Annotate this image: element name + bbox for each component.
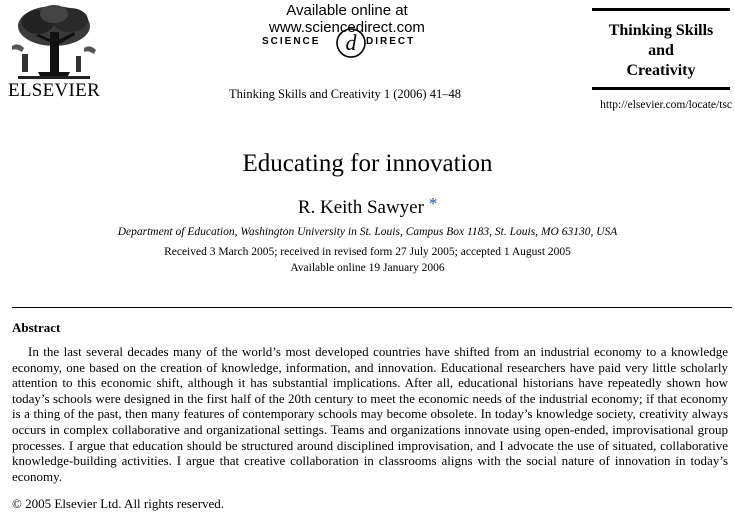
journal-title-line-3: Creativity — [626, 62, 696, 79]
journal-title-box — [592, 8, 730, 90]
copyright-notice: © 2005 Elsevier Ltd. All rights reserved. — [12, 496, 225, 511]
available-online-date: Available online 19 January 2006 — [290, 262, 445, 274]
journal-url-link[interactable]: http://elsevier.com/locate/tsc — [600, 99, 732, 111]
author-name: R. Keith Sawyer — [297, 197, 424, 218]
article-title: Educating for innovation — [242, 150, 493, 177]
sd-logo-symbol: d — [345, 30, 357, 55]
sd-logo-right-word: DIRECT — [366, 36, 416, 47]
abstract-heading: Abstract — [12, 320, 61, 335]
author-affiliation: Department of Education, Washington University in St. Louis, Campus Box 1183, St. Louis, MO 63130, USA — [117, 226, 618, 238]
sd-at-icon — [334, 24, 368, 62]
divider — [12, 307, 732, 308]
journal-title-line-1: Thinking Skills — [608, 22, 714, 39]
journal-title-line-2: and — [648, 42, 674, 59]
journal-citation: Thinking Skills and Creativity 1 (2006) 41–48 — [229, 87, 461, 101]
sciencedirect-logo — [258, 24, 438, 64]
received-dates: Received 3 March 2005; received in revised form 27 July 2005; accepted 1 August 2005 — [164, 246, 571, 258]
author-line — [0, 194, 735, 219]
available-online-banner: Available online at www.sciencedirect.com — [269, 2, 425, 36]
abstract-body: In the last several decades many of the world’s most developed countries have shifted from an industrial economy to a knowledge economy, one based on the creation of knowledge, information, and innovation. Educational researchers have paid very little scholarly attention to this economic shift, although it has substantial implications. After all, educational historians have repeatedly shown how today’s schools were designed in the first half of the 20th century to meet the economic needs of the industrial economy; if that economy is a thing of the past, then many features of contemporary schools may become obsolete. In today’s knowledge society, creativity always occurs in complex collaborative and organizational settings. Teams and organizations innovate using open-ended, improvisational group processes. I argue that education should be structured around disciplined improvisation, and I advocate the use of situated, collaborative knowledge-building activities. I argue that creative collaboration in classrooms aligns with the social nature of innovation in today’s economy. — [12, 344, 728, 484]
author-footnote-link[interactable]: * — [428, 194, 438, 213]
sd-logo-left-word: SCIENCE — [262, 36, 321, 47]
publisher-name: ELSEVIER — [7, 80, 101, 101]
